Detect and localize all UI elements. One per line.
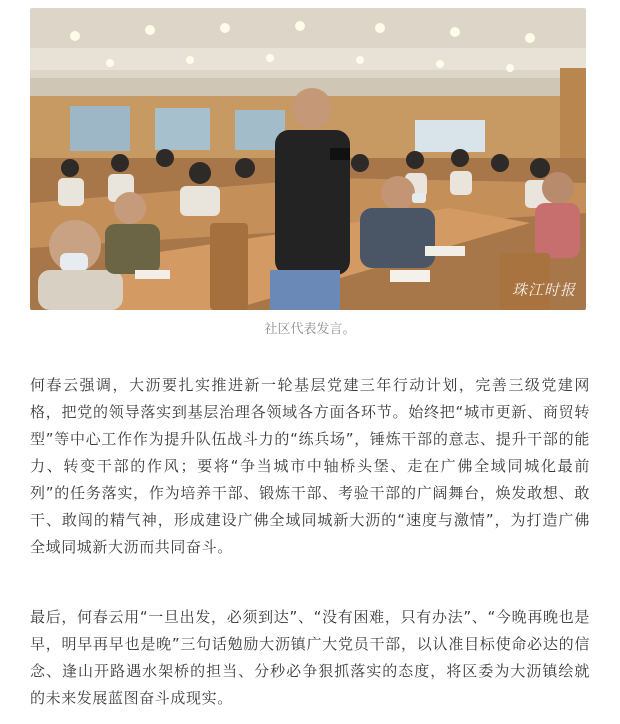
- watermark-logo: 珠江时报: [511, 281, 576, 299]
- paragraph-1: 何春云强调，大沥要扎实推进新一轮基层党建三年行动计划，完善三级党建网格，把党的领导落实到基层治理各领域各方面各环节。始终把“城市更新、商贸转型”等中心工作作为提升队伍战斗力的“练兵场”，锤炼干部的意志、提升干部的能力、转变干部的作风；要将“争当城市中轴桥头堡、走在广佛全域同城化最前列”的任务落实，作为培养干部、锻炼干部、考验干部的广阔舞台，焕发敢想、敢干、敢闯的精气神，形成建设广佛全域同城新大沥的“速度与激情”，为打造广佛全域同城新大沥而共同奋斗。: [30, 376, 590, 556]
- photo-caption: 社区代表发言。: [264, 322, 356, 337]
- paragraph-2: 最后，何春云用“一旦出发，必须到达”、“没有困难，只有办法”、“今晚再晚也是早，明早再早也是晚”三句话勉励大沥镇广大党员干部，以认准目标使命必达的信念、逢山开路遇水架桥的担当、分秒必争狠抓落实的态度，将区委为大沥镇绘就的未来发展蓝图奋斗成现实。: [30, 608, 590, 707]
- meeting-scene-illustration: [30, 8, 586, 310]
- article-photo: [30, 8, 586, 310]
